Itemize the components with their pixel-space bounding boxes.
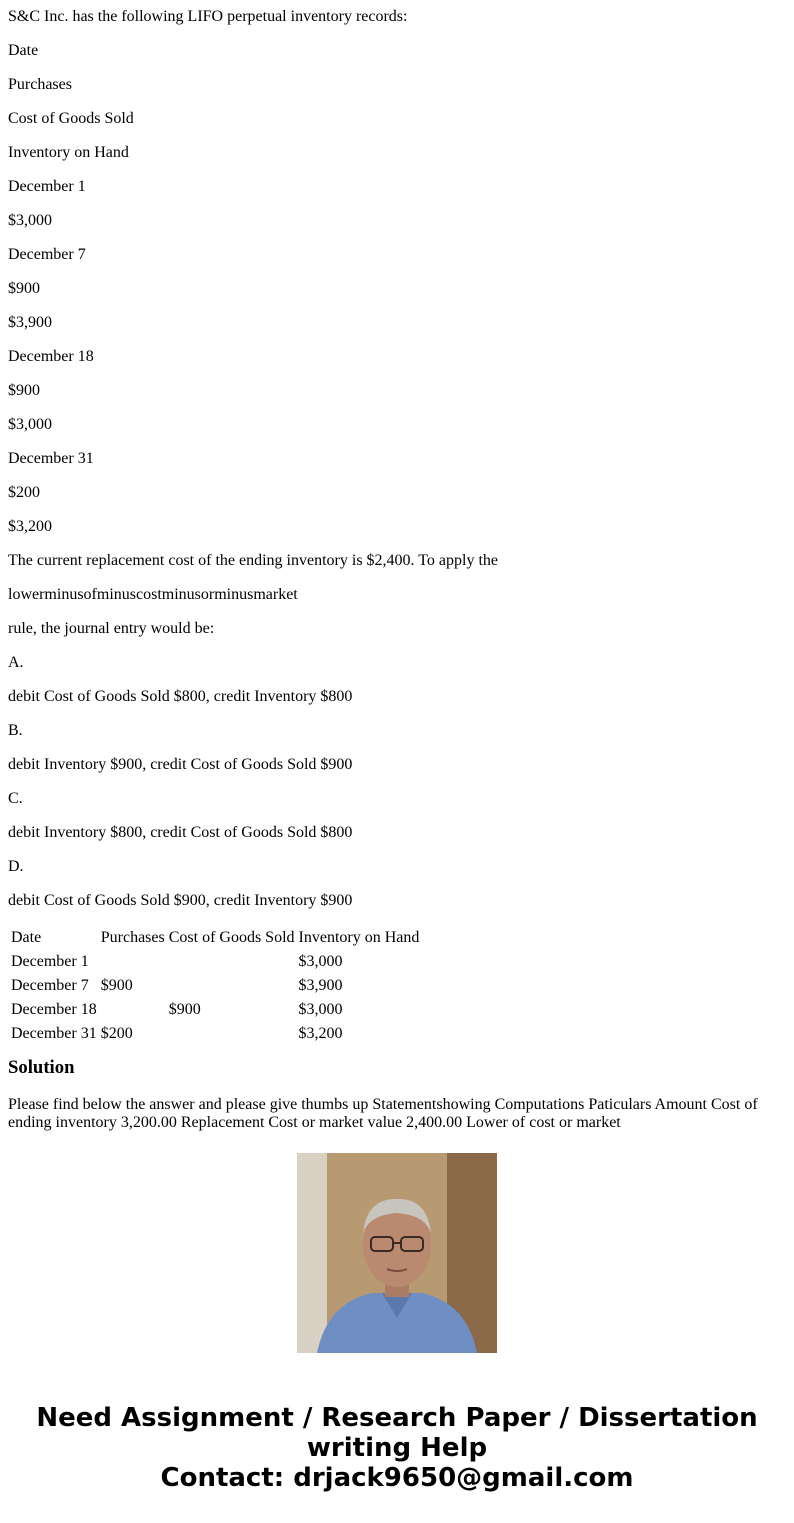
record-line: $900 xyxy=(8,280,40,297)
record-line: December 1 xyxy=(8,178,86,195)
record-line: December 18 xyxy=(8,348,94,365)
banner-line1: Need Assignment / Research Paper / Dissertation xyxy=(36,1403,758,1433)
avatar xyxy=(297,1153,497,1353)
table-cell: December 1 xyxy=(11,952,89,970)
table-cell xyxy=(168,974,296,996)
table-cell xyxy=(100,998,166,1020)
table-header-cell: Inventory on Hand xyxy=(298,928,420,946)
table-cell xyxy=(100,950,166,972)
table-row xyxy=(10,1022,420,1044)
record-line: $3,200 xyxy=(8,518,52,535)
question-prompt-line1: The current replacement cost of the ending inventory is $2,400. To apply the xyxy=(8,552,498,569)
contact-banner xyxy=(0,1403,794,1493)
inventory-table xyxy=(8,924,422,1046)
table-cell: December 7 xyxy=(11,976,89,994)
question-intro: S&C Inc. has the following LIFO perpetual inventory records: xyxy=(8,8,408,25)
record-line: $3,900 xyxy=(8,314,52,331)
record-label-inventory: Inventory on Hand xyxy=(8,144,129,161)
option-a-letter: A. xyxy=(8,654,24,671)
record-line: December 31 xyxy=(8,450,94,467)
person-portrait-icon xyxy=(297,1153,497,1353)
table-cell: $3,200 xyxy=(298,1024,343,1042)
option-b-letter: B. xyxy=(8,722,23,739)
record-line: December 7 xyxy=(8,246,86,263)
record-line: $200 xyxy=(8,484,40,501)
record-label-cogs: Cost of Goods Sold xyxy=(8,110,134,127)
option-a-text: debit Cost of Goods Sold $800, credit Inventory $800 xyxy=(8,688,353,705)
record-line: $900 xyxy=(8,382,40,399)
banner-line2: writing Help xyxy=(306,1433,488,1463)
table-cell: $3,900 xyxy=(298,976,343,994)
banner-contact-email: Contact: drjack9650@gmail.com xyxy=(160,1463,634,1493)
question-content xyxy=(8,0,786,1046)
table-cell: December 31 xyxy=(11,1024,97,1042)
table-cell xyxy=(168,1022,296,1044)
table-header-cell: Purchases xyxy=(100,928,165,946)
question-prompt-line2: lowerminusofminuscostminusorminusmarket xyxy=(8,586,298,603)
table-cell: $900 xyxy=(100,976,133,994)
table-cell xyxy=(168,950,296,972)
solution-text: Please find below the answer and please give thumbs up Statementshowing Computations Paticulars Amount Cost of ending inventory 3,200.00 Replacement Cost or market value 2,400.00 Lower of cost or market xyxy=(8,1096,758,1131)
table-header-row xyxy=(10,926,420,948)
option-b-text: debit Inventory $900, credit Cost of Goods Sold $900 xyxy=(8,756,353,773)
table-cell: $3,000 xyxy=(298,1000,343,1018)
solution-heading: Solution xyxy=(8,1057,75,1078)
option-c-text: debit Inventory $800, credit Cost of Goods Sold $800 xyxy=(8,824,353,841)
record-line: $3,000 xyxy=(8,212,52,229)
option-d-text: debit Cost of Goods Sold $900, credit Inventory $900 xyxy=(8,892,353,909)
record-line: $3,000 xyxy=(8,416,52,433)
option-c-letter: C. xyxy=(8,790,23,807)
table-row xyxy=(10,998,420,1020)
table-row xyxy=(10,950,420,972)
table-cell: $200 xyxy=(100,1024,133,1042)
table-header-cell: Cost of Goods Sold xyxy=(168,928,295,946)
table-cell: $3,000 xyxy=(298,952,343,970)
table-cell: $900 xyxy=(168,1000,201,1018)
option-d-letter: D. xyxy=(8,858,24,875)
question-prompt-line3: rule, the journal entry would be: xyxy=(8,620,215,637)
table-row xyxy=(10,974,420,996)
table-header-cell: Date xyxy=(11,928,42,946)
record-label-purchases: Purchases xyxy=(8,76,72,93)
table-cell: December 18 xyxy=(11,1000,97,1018)
record-label-date: Date xyxy=(8,42,39,59)
